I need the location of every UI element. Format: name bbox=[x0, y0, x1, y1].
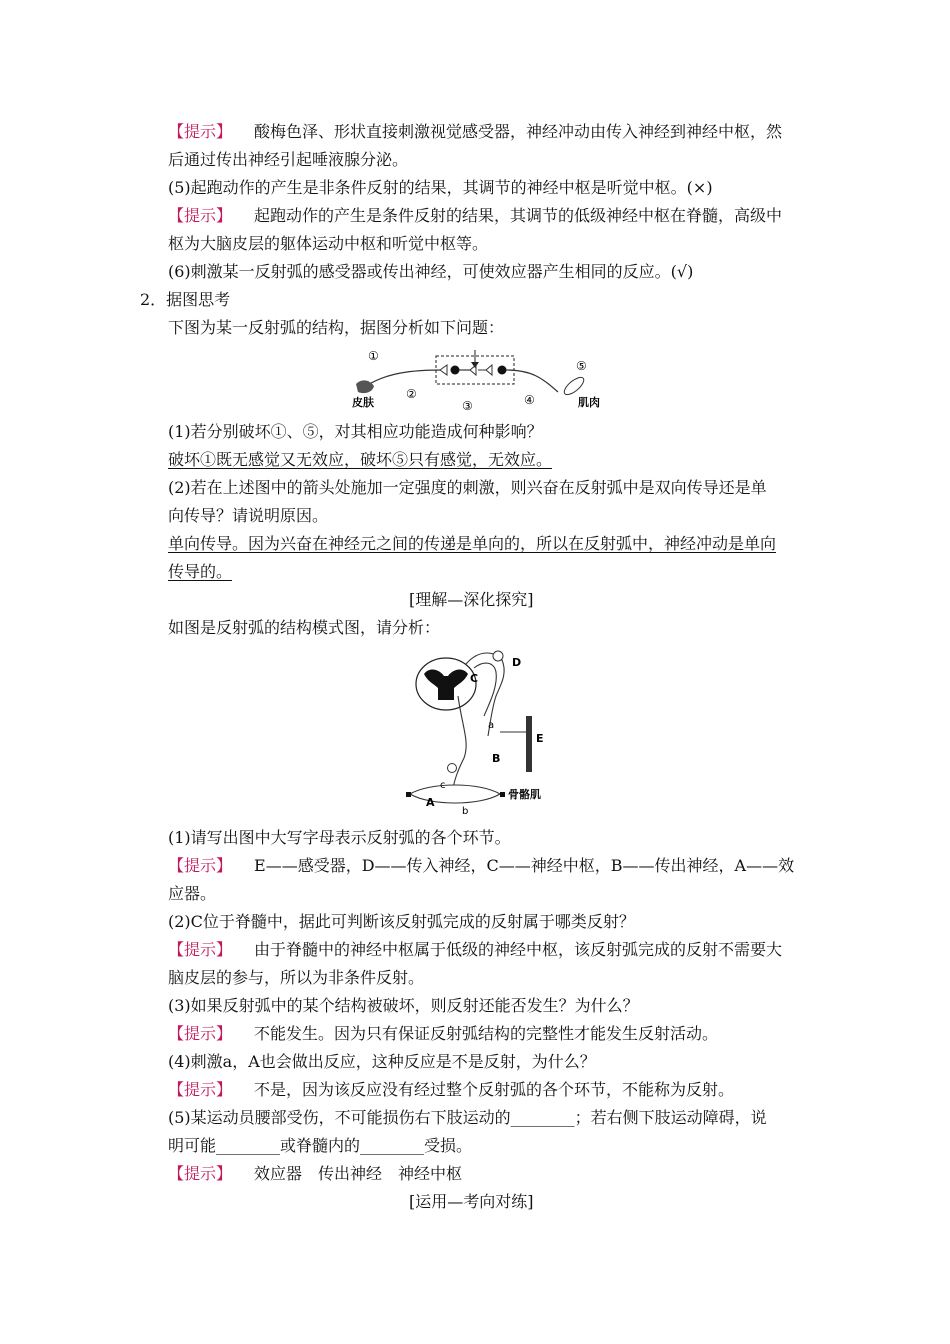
tip-label: 【提示】 bbox=[168, 940, 233, 959]
question-6: (6)刺激某一反射弧的感受器或传出神经，可使效应器产生相同的反应。(√) bbox=[168, 262, 694, 281]
section-2-heading: 2．据图思考 bbox=[140, 290, 231, 309]
text-line-16: 如图是反射弧的结构模式图，请分析： bbox=[168, 618, 441, 637]
tip-label: 【提示】 bbox=[168, 206, 233, 225]
text-line-8: 下图为某一反射弧的结构，据图分析如下问题： bbox=[168, 318, 505, 337]
question-2: (2)若在上述图中的箭头处施加一定强度的刺激，则兴奋在反射弧中是双向传导还是单 bbox=[168, 478, 767, 497]
label-C: C bbox=[470, 672, 479, 685]
question-5: (5)起跑动作的产生是非条件反射的结果，其调节的神经中枢是听觉中枢。(×) bbox=[168, 178, 713, 197]
skin-label: 皮肤 bbox=[352, 396, 374, 409]
label-a: a bbox=[488, 720, 495, 731]
question-p2: (2)C位于脊髓中，据此可判断该反射弧完成的反射属于哪类反射？ bbox=[168, 912, 635, 931]
label-c: c bbox=[440, 780, 446, 791]
tip-text-6: 不是，因为该反应没有经过整个反射弧的各个环节，不能称为反射。 bbox=[254, 1080, 735, 1099]
question-p3: (3)如果反射弧中的某个结构被破坏，则反射还能否发生？为什么？ bbox=[168, 996, 639, 1015]
question-p1: (1)请写出图中大写字母表示反射弧的各个环节。 bbox=[168, 828, 511, 847]
answer-2-line-2: 传导的。 bbox=[168, 562, 233, 581]
tip-text-3: E——感受器，D——传入神经，C——神经中枢，B——传出神经，A——效 bbox=[254, 856, 795, 875]
text-line-28: 明可能________或脊髓内的________受损。 bbox=[168, 1136, 473, 1155]
text-line-2: 后通过传出神经引起唾液腺分泌。 bbox=[168, 150, 409, 169]
text-line-22: 脑皮层的参与，所以为非条件反射。 bbox=[168, 968, 425, 987]
reflex-arc-diagram-2 bbox=[400, 646, 560, 816]
tip-line-1 bbox=[168, 122, 782, 142]
label-1: ① bbox=[368, 349, 379, 363]
tip-label: 【提示】 bbox=[168, 122, 233, 141]
tip-label: 【提示】 bbox=[168, 1164, 233, 1183]
tip-label: 【提示】 bbox=[168, 1080, 233, 1099]
tip-text-5: 不能发生。因为只有保证反射弧结构的完整性才能发生反射活动。 bbox=[254, 1024, 719, 1043]
label-B: B bbox=[492, 752, 501, 765]
tip-line-4 bbox=[168, 940, 782, 960]
tip-line-5 bbox=[168, 1024, 718, 1044]
tip-line-6 bbox=[168, 1080, 734, 1100]
tip-line-7 bbox=[168, 1164, 462, 1184]
label-D: D bbox=[512, 656, 522, 669]
label-3: ③ bbox=[462, 399, 473, 413]
text-line-19: 应器。 bbox=[168, 884, 217, 903]
reflex-arc-diagram-1 bbox=[352, 348, 612, 418]
label-2: ② bbox=[406, 387, 417, 401]
question-p4: (4)刺激a，A也会做出反应，这种反应是不是反射，为什么？ bbox=[168, 1052, 596, 1071]
tip-text-1: 酸梅色泽、形状直接刺激视觉感受器，神经冲动由传入神经到神经中枢，然 bbox=[254, 122, 783, 141]
tip-text-7: 效应器 传出神经 神经中枢 bbox=[254, 1164, 463, 1183]
label-A: A bbox=[426, 796, 435, 809]
answer-1: 破坏①既无感觉又无效应，破坏⑤只有感觉，无效应。 bbox=[168, 450, 553, 469]
label-5: ⑤ bbox=[576, 359, 587, 373]
label-b: b bbox=[462, 806, 469, 816]
tip-text-2: 起跑动作的产生是条件反射的结果，其调节的低级神经中枢在脊髓，高级中 bbox=[254, 206, 783, 225]
tip-label: 【提示】 bbox=[168, 856, 233, 875]
section-apply: [运用—考向对练] bbox=[409, 1192, 534, 1211]
tip-text-4: 由于脊髓中的神经中枢属于低级的神经中枢，该反射弧完成的反射不需要大 bbox=[254, 940, 783, 959]
tip-line-3 bbox=[168, 856, 794, 876]
tip-line-2 bbox=[168, 206, 782, 226]
muscle-label: 肌肉 bbox=[578, 396, 600, 409]
tip-label: 【提示】 bbox=[168, 1024, 233, 1043]
answer-2-line-1: 单向传导。因为兴奋在神经元之间的传递是单向的，所以在反射弧中，神经冲动是单向 bbox=[168, 534, 777, 553]
text-line-5: 枢为大脑皮层的躯体运动中枢和听觉中枢等。 bbox=[168, 234, 489, 253]
section-understand: [理解—深化探究] bbox=[409, 590, 534, 609]
skeletal-muscle-label: 骨骼肌 bbox=[508, 788, 541, 801]
label-E: E bbox=[536, 732, 544, 745]
question-1: (1)若分别破坏①、⑤，对其相应功能造成何种影响？ bbox=[168, 422, 543, 441]
label-4: ④ bbox=[524, 393, 535, 407]
question-p5: (5)某运动员腰部受伤，不可能损伤右下肢运动的________；若右侧下肢运动障碍，说 bbox=[168, 1108, 767, 1127]
text-line-12: 向传导？请说明原因。 bbox=[168, 506, 329, 525]
